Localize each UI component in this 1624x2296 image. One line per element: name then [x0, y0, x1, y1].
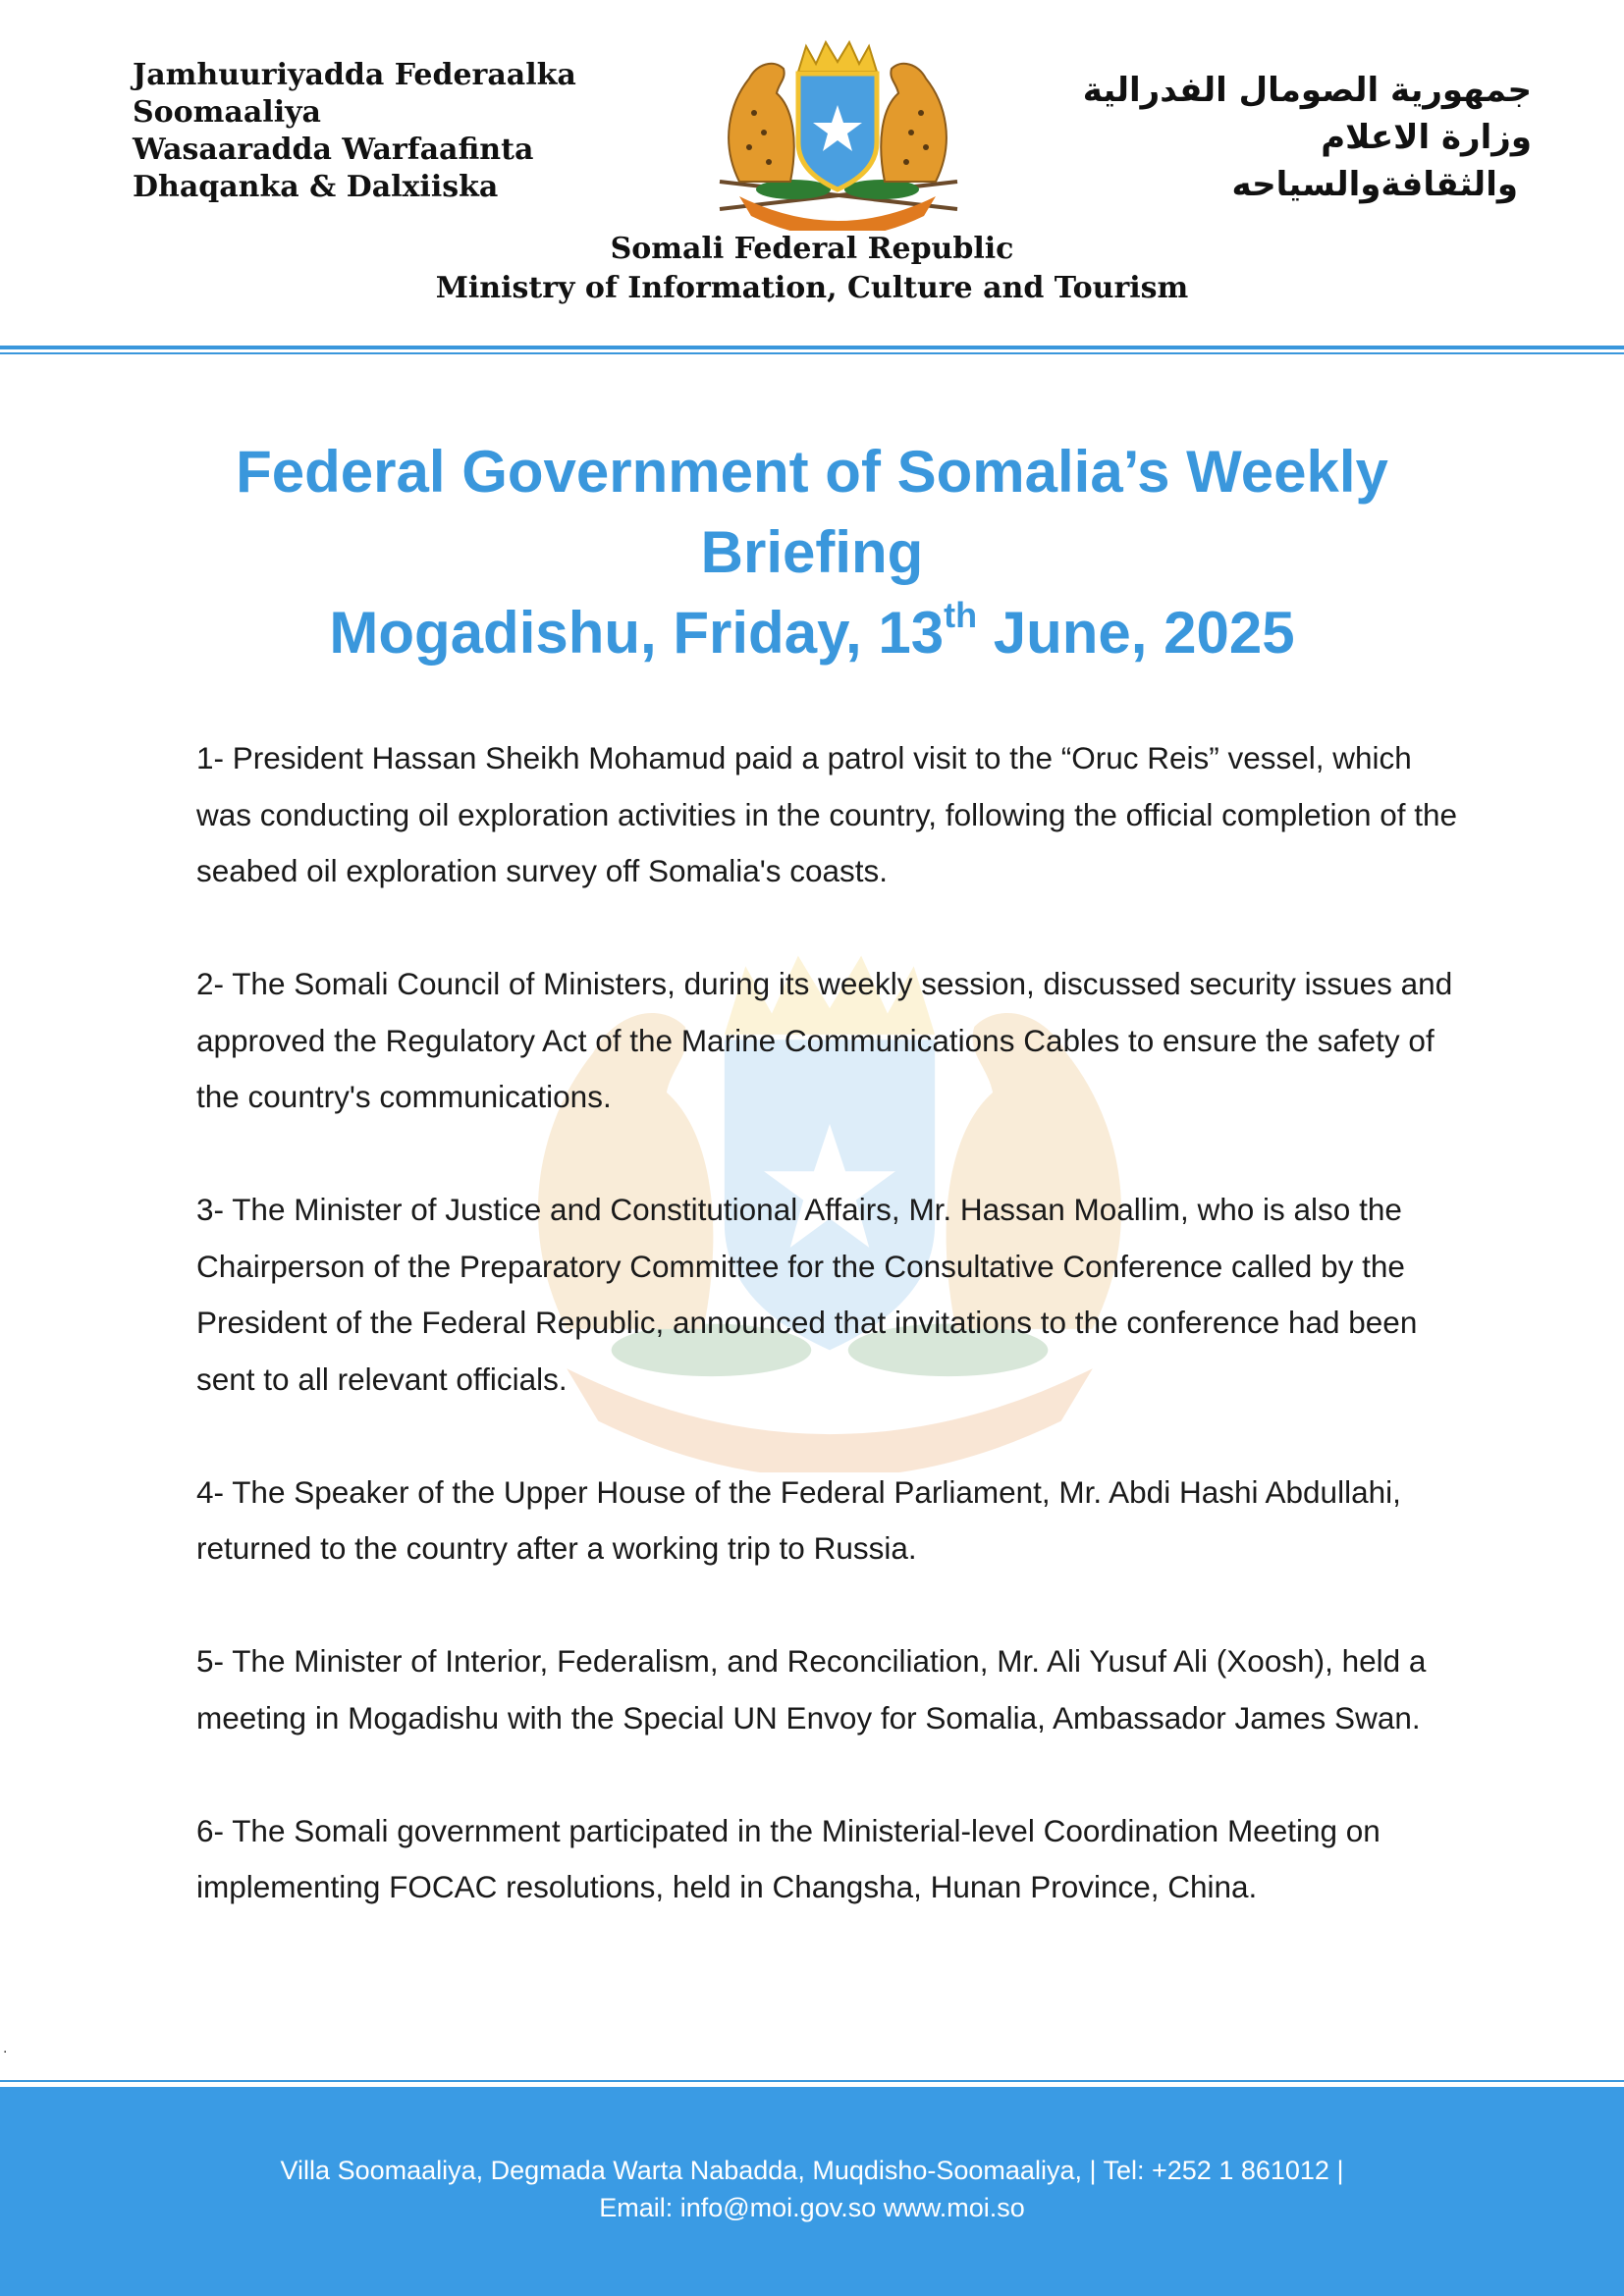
somalia-coat-of-arms-icon [700, 34, 975, 231]
header-somali-text [133, 57, 576, 206]
header-center-line-1: Somali Federal Republic [610, 232, 1014, 266]
briefing-item: 5- The Minister of Interior, Federalism, and Reconciliation, Mr. Ali Yusuf Ali (Xoosh), held a meeting in Mogadishu with the Special UN Envoy for Somalia, Ambassador James Swan. [196, 1643, 1427, 1735]
header-arabic-text [1021, 67, 1532, 208]
title-date-prefix: Mogadishu, Friday, 13 [329, 600, 945, 666]
header-divider [0, 346, 1624, 349]
header-right-line-2: وزارة الاعلام [1321, 118, 1532, 157]
header-right-line-3: والثقافةوالسياحه [1231, 165, 1518, 204]
header-left-line-4: Dhaqanka & Dalxiiska [133, 170, 499, 204]
title-line-2: Briefing [700, 519, 924, 585]
title-date [157, 593, 1467, 673]
header-left-line-1: Jamhuuriyadda Federaalka [133, 58, 576, 92]
briefing-list [196, 730, 1463, 1972]
briefing-item: 2- The Somali Council of Ministers, during its weekly session, discussed security issues and approved the Regulatory Act of the Marine Communications Cables to ensure the safety of the country's communications. [196, 966, 1453, 1114]
header-divider-thin [0, 352, 1624, 354]
briefing-item: 6- The Somali government participated in the Ministerial-level Coordination Meeting on implementing FOCAC resolutions, held in Changsha, Hunan Province, China. [196, 1812, 1380, 1904]
footer-contact: Email: info@moi.gov.so www.moi.so [599, 2193, 1025, 2222]
title-date-suffix: June, 2025 [977, 600, 1295, 666]
header-right-line-1: جمهورية الصومال الفدرالية [1082, 71, 1532, 110]
stray-mark: . [3, 2040, 8, 2056]
header-left-line-2: Soomaaliya [133, 95, 321, 130]
briefing-item: 1- President Hassan Sheikh Mohamud paid a patrol visit to the “Oruc Reis” vessel, which was conducting oil exploration activities in the country, following the official completion of the seabed oil exploration survey off Somalia's coasts. [196, 740, 1458, 888]
header-english-text [0, 230, 1624, 308]
briefing-item: 3- The Minister of Justice and Constitutional Affairs, Mr. Hassan Moallim, who is also the Chairperson of the Preparatory Committee for the Consultative Conference called by the President of the Federal Republic, announced that invitations to the conference had been sent to all relevant officials. [196, 1192, 1418, 1397]
page-title [157, 432, 1467, 673]
briefing-item: 4- The Speaker of the Upper House of the Federal Parliament, Mr. Abdi Hashi Abdullahi, returned to the country after a working trip to Russia. [196, 1473, 1401, 1566]
header-left-line-3: Wasaaradda Warfaafinta [133, 133, 534, 167]
title-date-ordinal: th [944, 595, 978, 635]
footer-divider [0, 2080, 1624, 2082]
title-line-1: Federal Government of Somalia’s Weekly [236, 439, 1388, 505]
header-center-line-2: Ministry of Information, Culture and Tourism [435, 271, 1189, 305]
footer [0, 2087, 1624, 2296]
footer-address: Villa Soomaaliya, Degmada Warta Nabadda, Muqdisho-Soomaaliya, | Tel: +252 1 861012 | [280, 2156, 1344, 2185]
